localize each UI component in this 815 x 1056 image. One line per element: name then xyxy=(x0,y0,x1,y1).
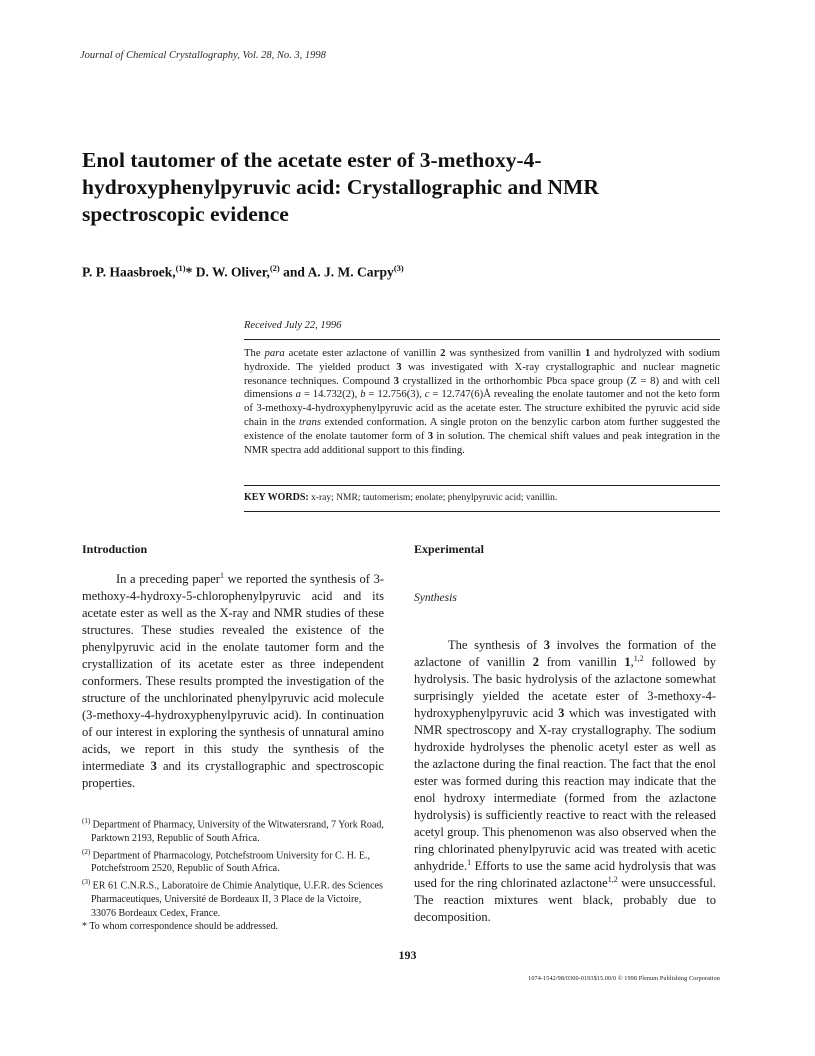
abstract: The para acetate ester azlactone of vanillin 2 was synthesized from vanillin 1 and hydrolyzed with sodium hydroxide. The yielded product 3 was investigated with X-ray crystallographic and nuclear magnetic resonance techniques. Compound 3 crystallized in the orthorhombic Pbca space group (Z = 8) and with cell dimensions a = 14.732(2), b = 12.756(3), c = 12.747(6)Å revealing the enolate tautomer and not the keto form of 3-methoxy-4-hydroxyphenylpyruvic acid as the acetate ester. The structure exhibited the pyruvic acid side chain in the trans extended conformation. A single proton on the benzylic carbon atom further suggested the existence of the enolate tautomer form of 3 in solution. The chemical shift values and peak integration in the NMR spectra add additional support to this finding. xyxy=(244,347,721,456)
keywords-text: x-ray; NMR; tautomerism; enolate; phenylpyruvic acid; vanillin. xyxy=(308,493,558,503)
received-date: Received July 22, 1996 xyxy=(244,320,342,331)
introduction-body: In a preceding paper$^1$ we reported the synthesis of 3-methoxy-4-hydroxy-5-chlorophenylpyruvic acid and its acetate ester as well as the X-ray and NMR studies of these structures. These studies revealed the existence of the phenylpyruvic acid in the enolate tautomer form and the crystallization of its acetate ester as three independent conformers. These results prompted the investigation of the structure of the unchlorinated phenylpyruvic acid molecule (3-methoxy-4-hydroxyphenylpyruvic acid). In continuation of our interest in exploring the synthesis of unnatural amino acids, we report in this study the synthesis of the intermediate 3 and its crystallographic and spectroscopic properties. xyxy=(82,570,385,790)
abstract-bottom-rule xyxy=(244,485,720,486)
affiliation-footnotes xyxy=(82,815,384,934)
experimental-heading: Experimental xyxy=(414,542,484,556)
synthesis-body: The synthesis of 3 involves the formation of the azlactone of vanillin 2 from vanillin 1,$^{1,2}$ followed by hydrolysis. The basic hydrolysis of the azlactone somewhat surprisingly yielded the acetate ester of 3-methoxy-4-hydroxyphenylpyruvic acid 3 which was investigated with NMR spectroscopy and X-ray crystallography. The sodium hydroxide hydrolyses the phenolic acetyl ester as well as the azlactone during the final reaction. The fact that the enol ester was formed during this reaction may indicate that the enol hydroxy intermediate (formed from the azlactone hydrolysis) is sufficiently reactive to react with the released acetyl group. This phenomenon was also observed when the ring chlorinated phenylpyruvic acid was treated with acetic anhydride.$^1$ Efforts to use the same acid hydrolysis that was used for the ring chlorinated azlactone$^{1,2}$ were unsuccessful. The reaction mixtures went black, probably due to decomposition. xyxy=(414,638,716,924)
footnote: $^{(3)}$ ER 61 C.N.R.S., Laboratoire de Chimie Analytique, U.F.R. des Sciences Pharmaceutiques, Université de Bordeaux II, 3 Place de la Victoire, 33076 Bordeaux Cedex, France. xyxy=(82,878,383,919)
author-name: A. J. M. Carpy xyxy=(307,264,394,280)
keywords-rule xyxy=(244,511,720,512)
abstract-top-rule xyxy=(244,339,720,340)
introduction-heading: Introduction xyxy=(82,542,148,556)
article-title: Enol tautomer of the acetate ester of 3-methoxy-4-hydroxyphenylpyruvic acid: Crystallographic and NMR spectroscopic evidence xyxy=(82,148,599,226)
corresponding-mark: * xyxy=(185,264,193,280)
author-conjunction: and xyxy=(283,264,305,280)
footnote: $^{(1)}$ Department of Pharmacy, University of the Witwatersrand, 7 York Road, Parktown 2193, Republic of South Africa. xyxy=(82,817,384,844)
footnote: $^{(2)}$ Department of Pharmacology, Potchefstroom University for C. H. E., Potchefstroom 2520, Republic of South Africa. xyxy=(82,847,371,875)
author-name: P. P. Haasbroek, xyxy=(82,264,176,280)
synthesis-subheading: Synthesis xyxy=(414,592,457,604)
affiliation-marker: (2) xyxy=(269,263,280,273)
footnote: * To whom correspondence should be addressed. xyxy=(82,921,279,933)
journal-header: Journal of Chemical Crystallography, Vol. 28, No. 3, 1998 xyxy=(80,50,326,61)
author-line xyxy=(82,263,404,281)
copyright-line: 1074-1542/98/0300-0193$15.00/0 © 1998 Plenum Publishing Corporation xyxy=(528,975,720,982)
author-name: D. W. Oliver, xyxy=(195,264,270,280)
keywords-label: KEY WORDS: xyxy=(244,492,309,503)
affiliation-marker: (1) xyxy=(175,263,186,273)
affiliation-marker: (3) xyxy=(393,263,404,273)
keywords xyxy=(244,492,720,503)
page-number: 193 xyxy=(398,948,417,962)
